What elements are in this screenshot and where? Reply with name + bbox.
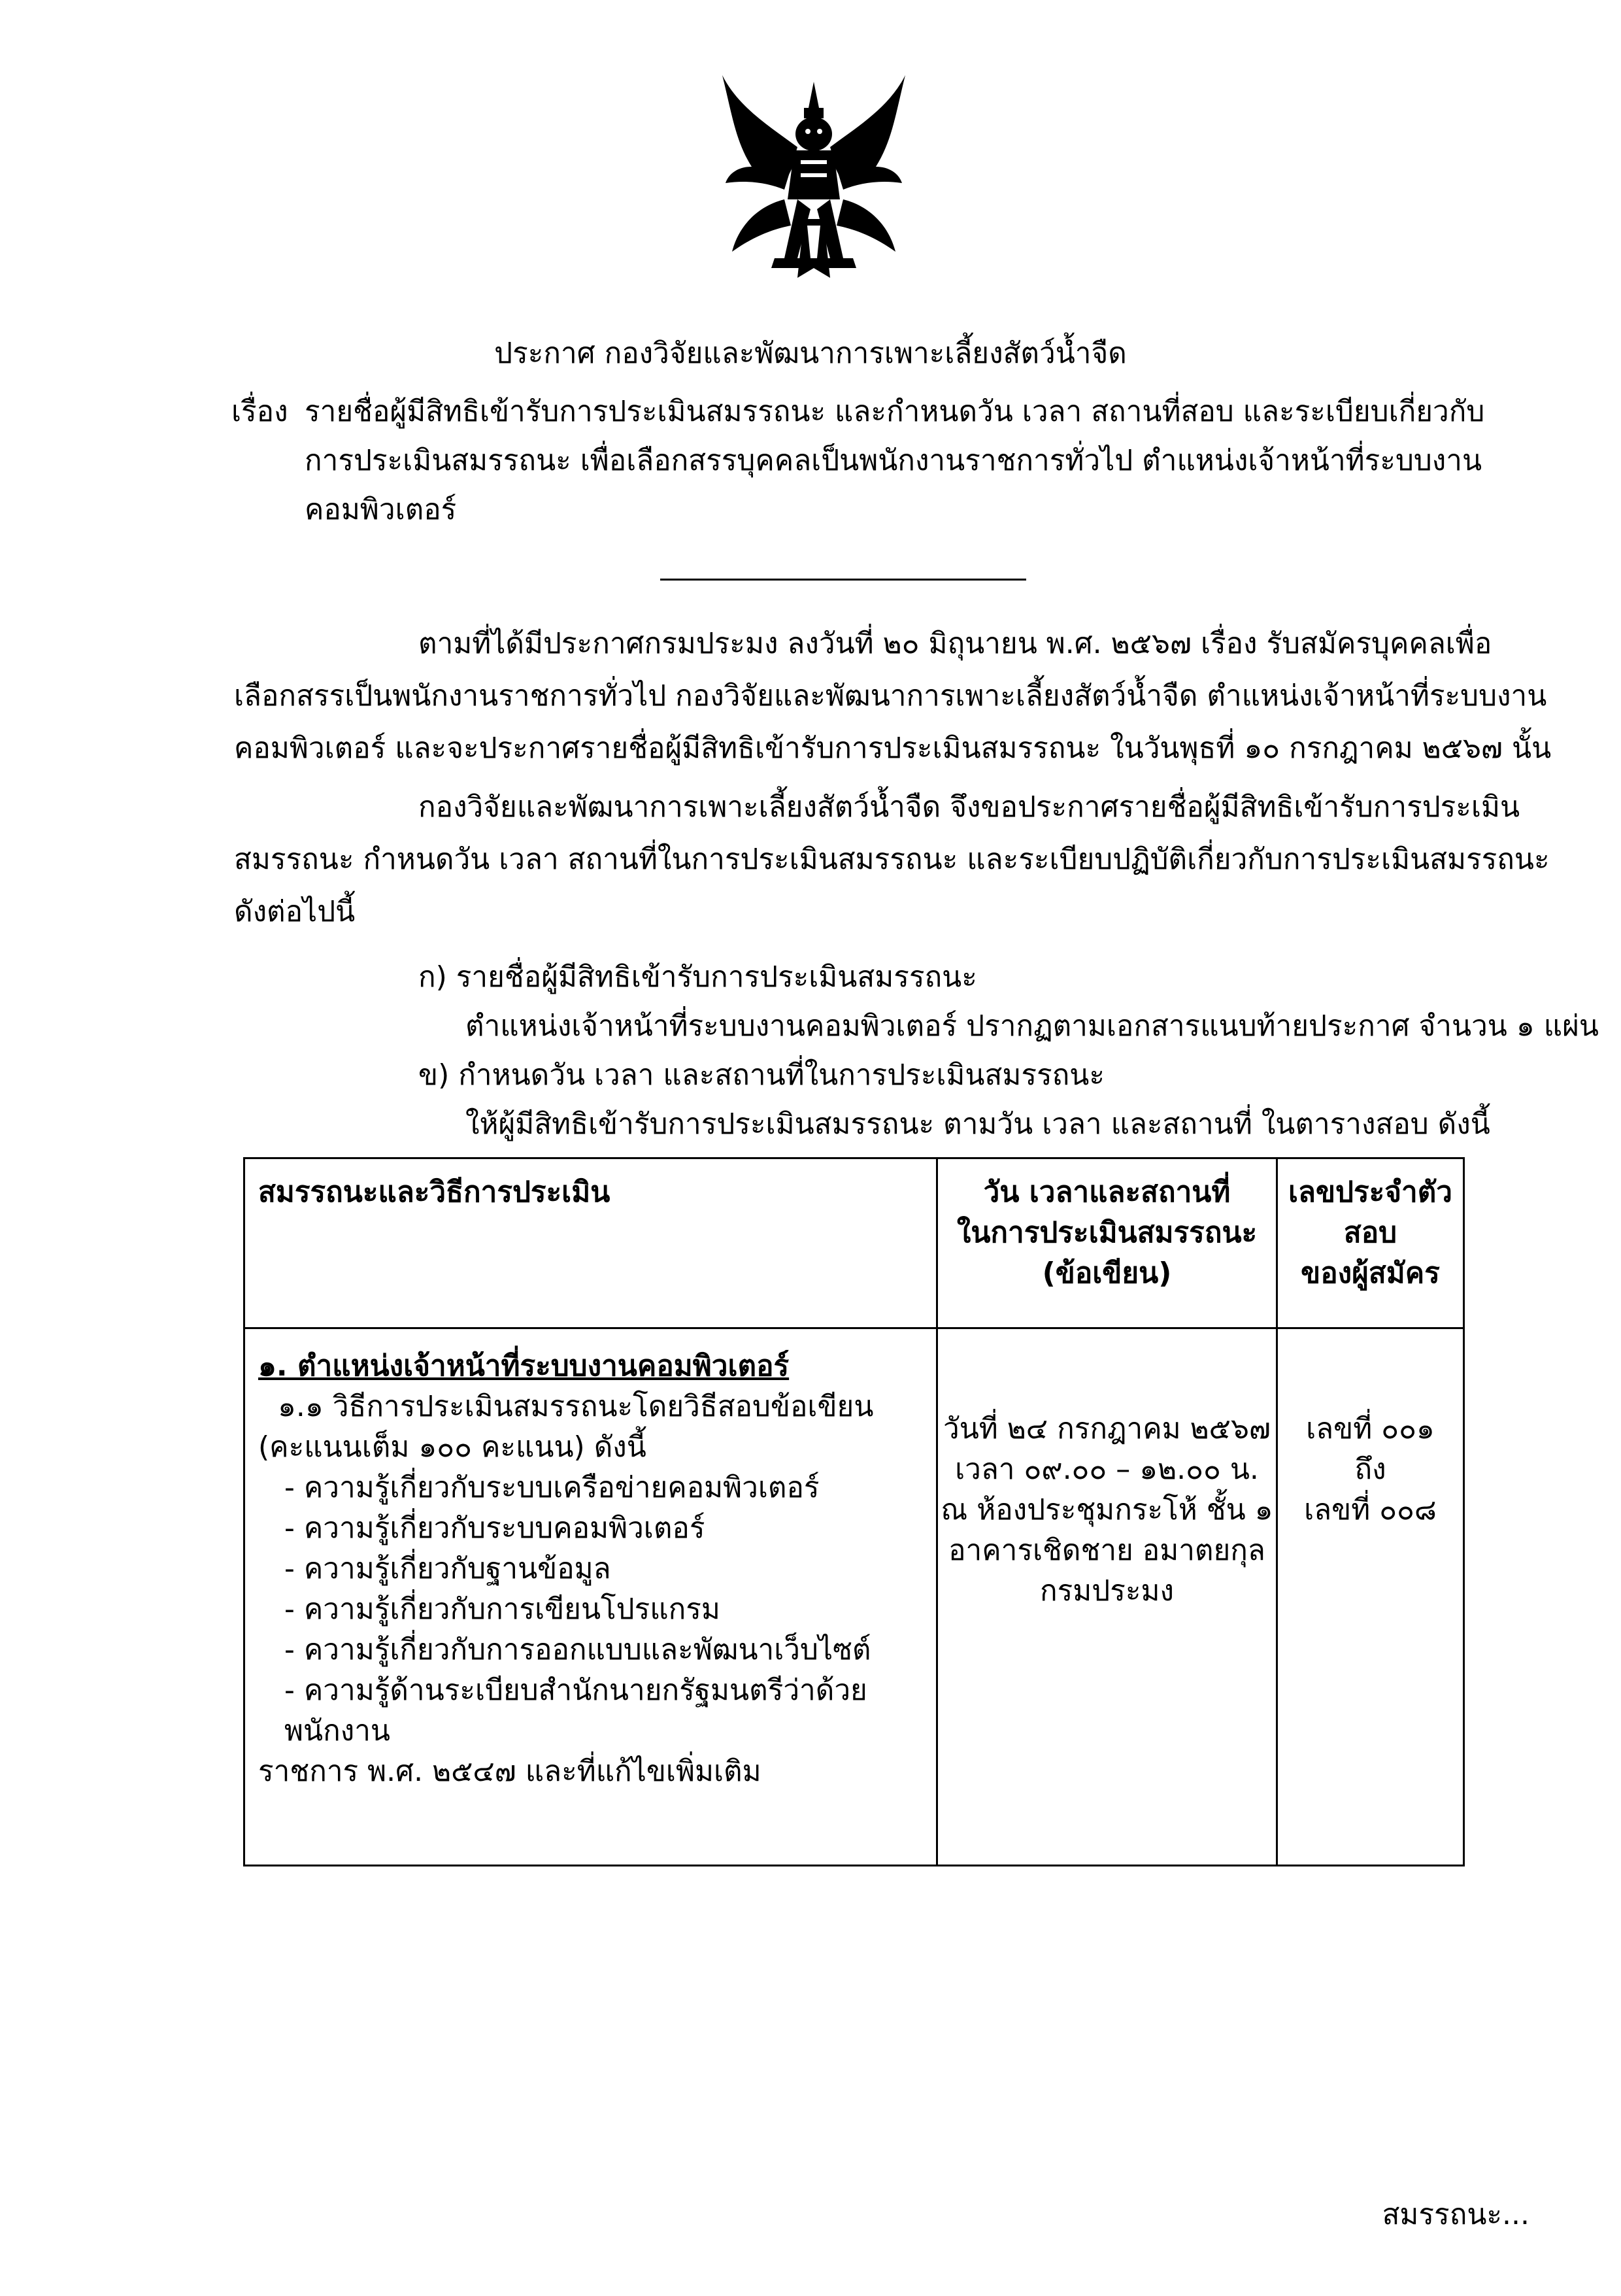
id-from: เลขที่ ๐๐๑: [1306, 1412, 1435, 1445]
topic-item: - ความรู้เกี่ยวกับฐานข้อมูล: [284, 1552, 611, 1585]
header-col3-line-1: เลขประจำตัว: [1288, 1175, 1453, 1209]
para2-line-2: สมรรถนะ กำหนดวัน เวลา สถานที่ในการประเมินสมรรถนะ และระเบียบปฏิบัติเกี่ยวกับการประเมินสมรรถนะ: [234, 843, 1550, 876]
method-line-1: ๑.๑ วิธีการประเมินสมรรถนะโดยวิธีสอบข้อเขียน: [278, 1390, 874, 1423]
item-a-detail: ตำแหน่งเจ้าหน้าที่ระบบงานคอมพิวเตอร์ ปรากฏตามเอกสารแนบท้ายประกาศ จำนวน ๑ แผ่น: [465, 1009, 1599, 1043]
table-row: [244, 1328, 1464, 1866]
announcement-title: ประกาศ กองวิจัยและพัฒนาการเพาะเลี้ยงสัตว์น้ำจืด: [494, 337, 1127, 370]
title-divider: [660, 579, 1026, 581]
item-b-detail: ให้ผู้มีสิทธิเข้ารับการประเมินสมรรถนะ ตามวัน เวลา และสถานที่ ในตารางสอบ ดังนี้: [465, 1107, 1490, 1141]
header-competency: [244, 1158, 937, 1328]
header-col1-text: สมรรถนะและวิธีการประเมิน: [258, 1175, 610, 1209]
exam-schedule-table: [243, 1157, 1465, 1866]
header-col3-line-2: สอบ: [1343, 1216, 1397, 1249]
method-line-2: (คะแนนเต็ม ๑๐๐ คะแนน) ดังนี้: [258, 1430, 646, 1464]
schedule-room: ณ ห้องประชุมกระโห้ ชั้น ๑: [941, 1493, 1273, 1527]
topic-continuation: ราชการ พ.ศ. ๒๕๔๗ และที่แก้ไขเพิ่มเติม: [258, 1755, 761, 1788]
para1-line-2: เลือกสรรเป็นพนักงานราชการทั่วไป กองวิจัยและพัฒนาการเพาะเลี้ยงสัตว์น้ำจืด ตำแหน่งเจ้าหน้าที่ระบบงาน: [234, 679, 1547, 713]
applicant-id-cell: [1277, 1328, 1464, 1866]
topic-item: - ความรู้เกี่ยวกับการออกแบบและพัฒนาเว็บไซต์: [284, 1633, 871, 1666]
subject-line-1: รายชื่อผู้มีสิทธิเข้ารับการประเมินสมรรถนะ และกำหนดวัน เวลา สถานที่สอบ และระเบียบเกี่ยวกับ: [305, 395, 1485, 428]
header-applicant-id: [1277, 1158, 1464, 1328]
subject-line-3: คอมพิวเตอร์: [305, 493, 457, 526]
position-heading: ๑. ตำแหน่งเจ้าหน้าที่ระบบงานคอมพิวเตอร์: [258, 1349, 790, 1383]
table-header-row: [244, 1158, 1464, 1328]
topic-item: - ความรู้เกี่ยวกับระบบคอมพิวเตอร์: [284, 1511, 705, 1545]
para1-line-3: คอมพิวเตอร์ และจะประกาศรายชื่อผู้มีสิทธิเข้ารับการประเมินสมรรถนะ ในวันพุธที่ ๑๐ กรกฎาคม ๒๕๖๗ นั้น: [234, 732, 1552, 765]
schedule-cell: [937, 1328, 1277, 1866]
competency-cell: [244, 1328, 937, 1866]
schedule-department: กรมประมง: [1040, 1574, 1174, 1608]
header-col3-line-3: ของผู้สมัคร: [1301, 1257, 1440, 1290]
header-schedule: [937, 1158, 1277, 1328]
para2-line-1: กองวิจัยและพัฒนาการเพาะเลี้ยงสัตว์น้ำจืด จึงขอประกาศรายชื่อผู้มีสิทธิเข้ารับการประเมิน: [418, 790, 1520, 824]
item-a: ก) รายชื่อผู้มีสิทธิเข้ารับการประเมินสมรรถนะ: [418, 960, 977, 994]
schedule-date: วันที่ ๒๔ กรกฎาคม ๒๕๖๗: [943, 1412, 1271, 1445]
header-col2-line-1: วัน เวลาและสถานที่: [983, 1175, 1231, 1209]
garuda-emblem: [712, 69, 915, 291]
para2-line-3: ดังต่อไปนี้: [234, 895, 356, 928]
topic-item: - ความรู้เกี่ยวกับระบบเครือข่ายคอมพิวเตอร์: [284, 1471, 820, 1504]
schedule-time: เวลา ๐๙.๐๐ – ๑๒.๐๐ น.: [955, 1453, 1259, 1486]
id-to-label: ถึง: [1354, 1453, 1386, 1486]
header-col2-line-2: ในการประเมินสมรรถนะ: [956, 1216, 1258, 1249]
id-to: เลขที่ ๐๐๘: [1304, 1493, 1437, 1527]
topic-item: - ความรู้ด้านระเบียบสำนักนายกรัฐมนตรีว่าด้วยพนักงาน: [284, 1674, 867, 1747]
subject-line-2: การประเมินสมรรถนะ เพื่อเลือกสรรบุคคลเป็นพนักงานราชการทั่วไป ตำแหน่งเจ้าหน้าที่ระบบงาน: [305, 444, 1482, 477]
para1-line-1: ตามที่ได้มีประกาศกรมประมง ลงวันที่ ๒๐ มิถุนายน พ.ศ. ๒๕๖๗ เรื่อง รับสมัครบุคคลเพื่อ: [418, 627, 1492, 660]
subject-label: เรื่อง: [231, 395, 288, 428]
page-continuation: สมรรถนะ...: [1382, 2198, 1529, 2231]
item-b: ข) กำหนดวัน เวลา และสถานที่ในการประเมินสมรรถนะ: [418, 1058, 1105, 1092]
schedule-building: อาคารเชิดชาย อมาตยกุล: [948, 1534, 1265, 1567]
header-col2-line-3: (ข้อเขียน): [1042, 1257, 1172, 1290]
topic-item: - ความรู้เกี่ยวกับการเขียนโปรแกรม: [284, 1593, 720, 1626]
